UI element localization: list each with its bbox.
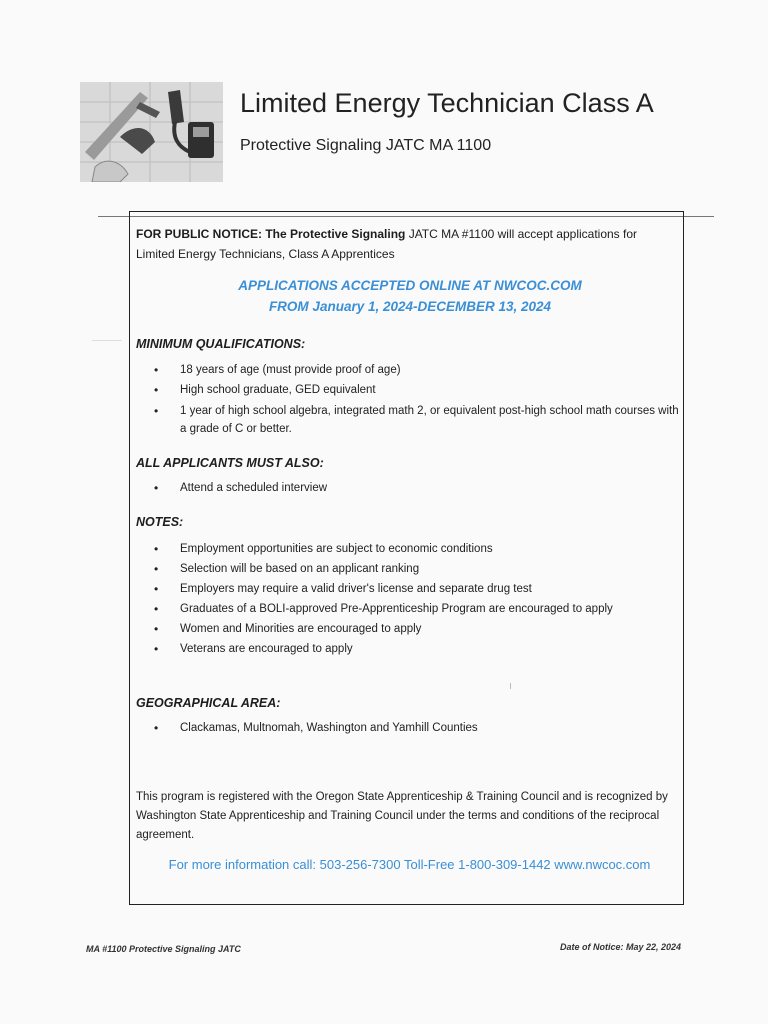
list-item: • Graduates of a BOLI-approved Pre-Apprenticeship Program are encouraged to apply <box>154 599 613 619</box>
list-item: • 18 years of age (must provide proof of age) <box>154 360 679 380</box>
list-item: • Employers may require a valid driver's license and separate drug test <box>154 579 613 599</box>
list-item: • Clackamas, Multnomah, Washington and Yamhill Counties <box>154 718 478 738</box>
contact-info: For more information call: 503-256-7300 Toll-Free 1-800-309-1442 www.nwcoc.com <box>168 857 651 872</box>
public-notice-paragraph <box>136 224 676 264</box>
list-item: • Selection will be based on an applicant ranking <box>154 559 613 579</box>
all-applicants-list <box>154 478 327 498</box>
page-title: Limited Energy Technician Class A <box>240 88 654 118</box>
notes-list <box>154 539 613 659</box>
footer-notice-date: Date of Notice: May 22, 2024 <box>560 942 682 952</box>
list-item: • High school graduate, GED equivalent <box>154 380 679 400</box>
applications-line-2: FROM January 1, 2024-DECEMBER 13, 2024 <box>268 299 552 314</box>
public-notice-lead-text: JATC MA #1100 will accept applications for Limited Energy Technicians, Class A Apprentices <box>136 227 638 261</box>
geographical-area-heading: GEOGRAPHICAL AREA: <box>136 696 281 710</box>
all-applicants-heading: ALL APPLICANTS MUST ALSO: <box>136 456 324 470</box>
scan-speck <box>92 340 122 341</box>
footer-program-id: MA #1100 Protective Signaling JATC <box>86 944 241 954</box>
geographical-area-list <box>154 718 478 738</box>
scan-speck <box>510 683 511 689</box>
min-qualifications-heading: MINIMUM QUALIFICATIONS: <box>136 337 306 351</box>
list-item: • 1 year of high school algebra, integrated math 2, or equivalent post-high school math courses with a grade of C or better. <box>154 402 679 438</box>
applications-line-1: APPLICATIONS ACCEPTED ONLINE AT NWCOC.COM <box>238 278 582 293</box>
notes-heading: NOTES: <box>136 515 184 529</box>
registration-statement: This program is registered with the Oregon State Apprenticeship & Training Council and is recognized by Washington State Apprenticeship and Training Council under the terms and conditions of the reciprocal agreement. <box>136 791 668 841</box>
list-item: • Attend a scheduled interview <box>154 478 327 498</box>
list-item: • Veterans are encouraged to apply <box>154 639 613 659</box>
list-item: • Employment opportunities are subject to economic conditions <box>154 539 613 559</box>
list-item: • Women and Minorities are encouraged to apply <box>154 619 613 639</box>
page-subtitle: Protective Signaling JATC MA 1100 <box>240 137 492 154</box>
electrician-tools-photo-icon <box>80 82 223 182</box>
public-notice-lead-bold: FOR PUBLIC NOTICE: The Protective Signaling <box>136 227 406 241</box>
min-qualifications-list <box>154 360 679 438</box>
